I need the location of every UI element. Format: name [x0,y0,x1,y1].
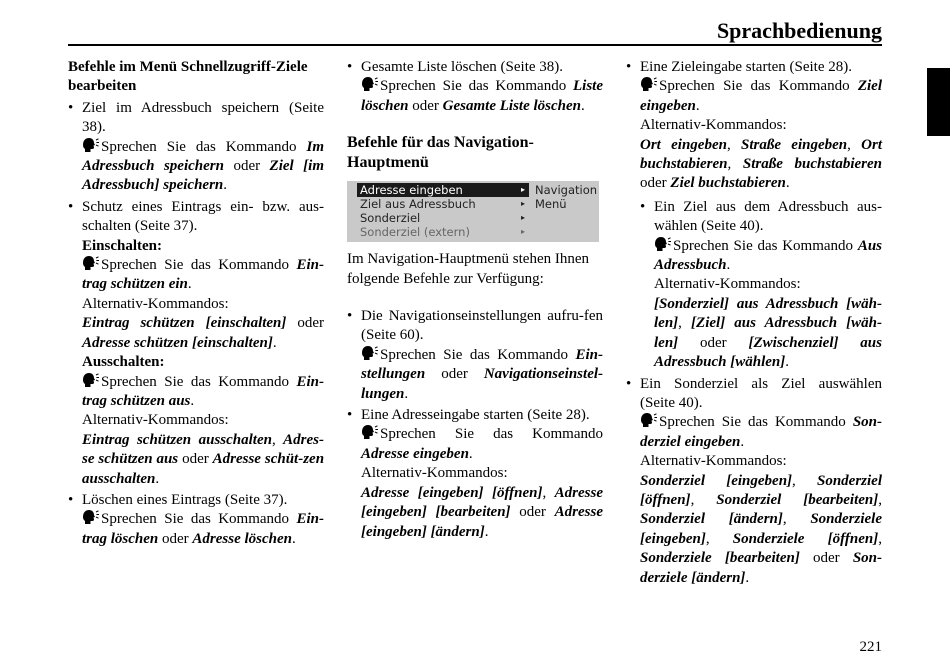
triangle-right-icon: ▸ [520,227,525,237]
list-item: • Eine Zieleingabe starten (Seite 28). Sprechen Sie das Kommando Ziel eingeben. Alternativ-Kommandos: Ort eingeben, Straße eingeben, Ort buchstabieren, Straße buchstabieren oder Ziel buchstabieren. • Ein Ziel aus dem Adressbuch aus-wählen (Seite 40). Sprechen Sie das Kommando Aus Adressbuch. Alternativ-Kommandos: [Sonderziel] aus Adressbuch [wäh-len], [Ziel] aus Adressbuch [wäh-len] oder [Zwischenziel] aus Adressbuch [wählen]. [626,58,882,373]
header-rule [68,44,882,46]
speak-icon [361,77,378,91]
screenshot-menu-list [357,183,529,239]
list-item: • Gesamte Liste löschen (Seite 38). Sprechen Sie das Kommando Liste löschen oder Gesamte Liste löschen. [347,58,603,116]
page-title: Sprachbedienung [716,18,882,43]
triangle-right-icon: ▸ [520,199,525,209]
speak-icon [82,256,99,270]
column-2 [347,58,603,544]
speak-icon [640,413,657,427]
section-heading: Befehle für das Navigation-Hauptmenü [347,134,534,172]
screenshot-side-label: Navigation Menü [535,183,598,212]
navigation-menu-screenshot [347,181,599,242]
speak-icon [82,510,99,524]
column-3 [626,58,882,590]
triangle-right-icon: ▸ [520,213,525,223]
speak-icon [82,138,99,152]
screenshot-menu-item: Ziel aus Adressbuch ▸ [360,197,525,212]
list-item: • Ein Sonderziel als Ziel auswählen (Seite 40). Sprechen Sie das Kommando Son-derziel eingeben. Alternativ-Kommandos: Sonderziel [eingeben], Sonderziel [öffnen], Sonderziel [bearbeiten], Sonderziel [ändern], Sonderziele [eingeben], Sonderziele [öffnen], Sonderziele [bearbeiten] oder Son-derziele [ändern]. [626,375,882,588]
list-item: • Ziel im Adressbuch speichern (Seite 38). Sprechen Sie das Kommando Im Adressbuch speichern oder Ziel [im Adressbuch] speichern. [68,99,324,196]
screenshot-menu-item: Adresse eingeben ▸ [357,183,529,197]
list-item: • Löschen eines Eintrags (Seite 37). Sprechen Sie das Kommando Ein-trag löschen oder Adresse löschen. [68,491,324,549]
speak-icon [654,237,671,251]
column-1 [68,58,324,551]
triangle-right-icon: ▸ [520,185,525,195]
screenshot-menu-item: Sonderziel ▸ [360,211,525,226]
list-item: • Ein Ziel aus dem Adressbuch aus-wählen (Seite 40). Sprechen Sie das Kommando Aus Adressbuch. Alternativ-Kommandos: [Sonderziel] aus Adressbuch [wäh-len], [Ziel] aus Adressbuch [wäh-len] oder [Zwischenziel] aus Adressbuch [wählen]. [640,198,882,373]
speak-icon [361,425,378,439]
intro-text: Im Navigation-Hauptmenü stehen Ihnen folgende Befehle zur Verfügung: [347,251,590,287]
list-item: • Die Navigationseinstellungen aufru-fen (Seite 60). Sprechen Sie das Kommando Ein-stellungen oder Navigationseinstel-lungen. [347,307,603,404]
thumb-tab [927,68,950,136]
speak-icon [640,77,657,91]
screenshot-menu-item: Sonderziel (extern) ▸ [360,225,525,240]
speak-icon [82,373,99,387]
list-item: • Eine Adresseingabe starten (Seite 28). Sprechen Sie das Kommando Adresse eingeben. Alternativ-Kommandos: Adresse [eingeben] [öffnen], Adresse [eingeben] [bearbeiten] oder Adresse [eingeben] [ändern]. [347,406,603,542]
list-item: • Schutz eines Eintrags ein- bzw. aus-schalten (Seite 37). Einschalten: Sprechen Sie das Kommando Ein-trag schützen ein. Alternativ-Kommandos: Eintrag schützen [einschalten] oder Adresse schützen [einschalten]. Ausschalten: Sprechen Sie das Kommando Ein-trag schützen aus. Alternativ-Kommandos: Eintrag schützen ausschalten, Adres-se schützen aus oder Adresse schüt-zen ausschalten. [68,198,324,489]
section-heading: Befehle im Menü Schnellzugriff-Ziele bearbeiten [68,59,308,95]
speak-icon [361,346,378,360]
page-number: 221 [859,639,882,655]
